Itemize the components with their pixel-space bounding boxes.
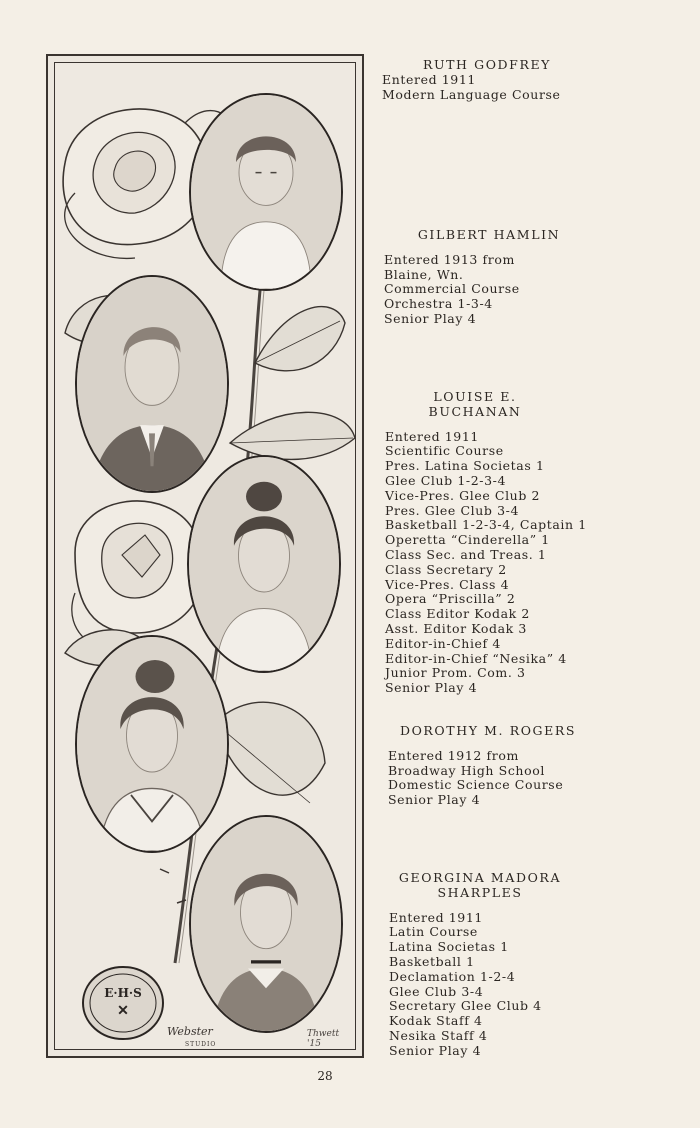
detail-line: Vice-Pres. Glee Club 2 — [385, 487, 541, 503]
detail-line: Broadway High School — [388, 762, 545, 778]
portrait-georgina-sharples — [189, 815, 343, 1033]
svg-text:✕: ✕ — [117, 1003, 129, 1019]
detail-line: Entered 1911 — [382, 71, 476, 87]
detail-line: Asst. Editor Kodak 3 — [385, 620, 527, 636]
detail-line: Nesika Staff 4 — [389, 1027, 488, 1043]
detail-line: Modern Language Course — [382, 86, 561, 102]
detail-line: Scientific Course — [385, 443, 504, 459]
detail-line: Declamation 1-2-4 — [389, 968, 516, 984]
student-name: DOROTHY M. ROGERS — [399, 723, 577, 738]
detail-line: Senior Play 4 — [388, 792, 481, 808]
detail-line: Kodak Staff 4 — [389, 1013, 483, 1029]
portrait-louise-buchanan — [187, 455, 341, 673]
student-name: RUTH GODFREY — [422, 57, 552, 72]
portrait-panel — [46, 54, 364, 1058]
detail-line: Senior Play 4 — [385, 680, 478, 696]
detail-line: Senior Play 4 — [384, 310, 477, 326]
detail-line: Glee Club 1-2-3-4 — [385, 472, 507, 488]
svg-text:E·H·S: E·H·S — [104, 986, 142, 1000]
detail-line: Class Editor Kodak 2 — [385, 606, 530, 622]
detail-line: Basketball 1-2-3-4, Captain 1 — [385, 517, 587, 533]
detail-line: Vice-Pres. Class 4 — [385, 576, 510, 592]
detail-line: Entered 1911 — [389, 909, 483, 925]
student-entry-louise-buchanan — [385, 390, 597, 696]
portrait-panel-inner — [54, 62, 356, 1050]
page-number: 28 — [317, 1069, 333, 1083]
studio-signature: Webster — [167, 1025, 213, 1038]
student-entry-georgina-sharples — [389, 871, 599, 1059]
detail-line: Pres. Glee Club 3-4 — [385, 502, 520, 518]
detail-line: Operetta “Cinderella” 1 — [385, 532, 550, 548]
detail-line: Junior Prom. Com. 3 — [385, 665, 526, 681]
detail-line: Domestic Science Course — [388, 777, 564, 793]
detail-line: Latina Societas 1 — [389, 939, 509, 955]
student-entry-dorothy-rogers — [388, 724, 598, 808]
student-name: GILBERT HAMLIN — [417, 227, 561, 242]
detail-line: Glee Club 3-4 — [389, 983, 484, 999]
detail-line: Secretary Glee Club 4 — [389, 998, 542, 1014]
portrait-dorothy-rogers — [75, 635, 229, 853]
detail-line: Senior Play 4 — [389, 1042, 482, 1058]
detail-line: Latin Course — [389, 924, 478, 940]
crest-emblem — [83, 967, 163, 1039]
detail-line: Orchestra 1-3-4 — [384, 296, 493, 312]
student-name: SHARPLES — [437, 884, 523, 900]
portrait-gilbert-hamlin — [75, 275, 229, 493]
student-entry-ruth-godfrey — [382, 58, 592, 102]
detail-line: Commercial Course — [384, 281, 520, 297]
detail-line: Basketball 1 — [389, 953, 475, 969]
studio-label: STUDIO — [185, 1041, 217, 1048]
detail-line: Class Sec. and Treas. 1 — [385, 546, 547, 562]
detail-line: Pres. Latina Societas 1 — [385, 458, 545, 474]
detail-line: Blaine, Wn. — [384, 266, 464, 282]
artist-signature: Thwett '15 — [307, 1029, 340, 1049]
detail-line: Editor-in-Chief “Nesika” 4 — [385, 650, 567, 666]
detail-line: Opera “Priscilla” 2 — [385, 591, 516, 607]
detail-line: Entered 1911 — [385, 428, 479, 444]
student-entry-gilbert-hamlin — [384, 228, 594, 327]
rose-middle — [72, 501, 204, 655]
detail-line: Class Secretary 2 — [385, 561, 507, 577]
detail-line: Editor-in-Chief 4 — [385, 635, 501, 651]
student-name: LOUISE E. BUCHANAN — [428, 389, 522, 419]
detail-line: Entered 1912 from — [388, 747, 519, 763]
portrait-ruth-godfrey — [189, 93, 343, 291]
detail-line: Entered 1913 from — [384, 251, 515, 267]
student-name: GEORGINA MADORA — [398, 870, 562, 885]
